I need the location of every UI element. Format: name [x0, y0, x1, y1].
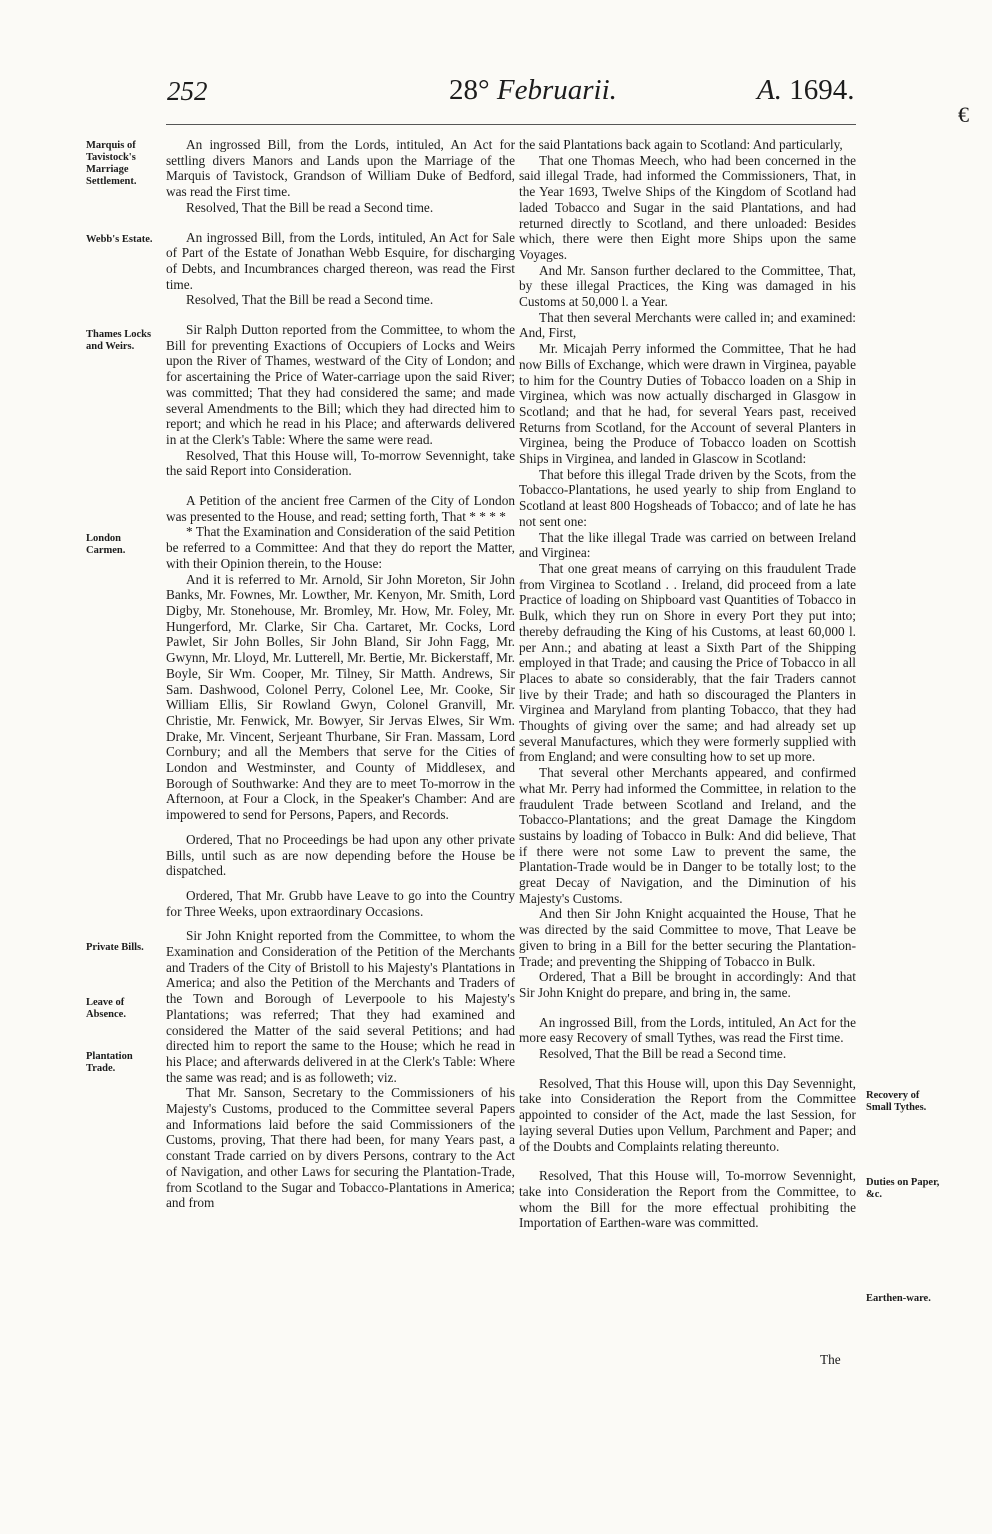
paragraph: That before this illegal Trade driven by the Scots, from the Tobacco-Plantations, he used yearly to ship from England to Scotland at least 800 Hogsheads of Tobacco; and of late he has not sent one: [519, 466, 856, 529]
paragraph: the said Plantations back again to Scotland: And particularly, [519, 137, 843, 152]
page-header [0, 72, 992, 127]
paragraph: That Mr. Sanson, Secretary to the Commissioners of his Majesty's Customs, produced to the Committee several Papers and Informations laid before the said Commissioners of the Customs, proving, That there had been, for many Years past, a constant Trade carried on by divers Persons, contrary to the Act of Navigation, and other Laws for securing the Plantation-Trade, from Scotland to the Sugar and Tobacco-Plantations in America; and from [166, 1085, 515, 1211]
year-value: 1694. [789, 74, 855, 106]
paragraph: And then Sir John Knight acquainted the House, That he was directed by the said Committee to move, That Leave be given to bring in a Bill for the better securing the Plantation-Trade; and preventing the Shipping of Tobacco in Bulk. [519, 906, 856, 969]
margin-note-earthenware: Earthen-ware. [866, 1293, 931, 1304]
paragraph: That one Thomas Meech, who had been concerned in the said illegal Trade, had informed the Commissioners, That, in the Year 1693, Twelve Ships of the Kingdom of Scotland had laded Tobacco and Sugar in the said Plantations, and had returned directly to Scotland, and there unloaded: Besides which, there were then Eight more Ships upon the same Voyages. [519, 152, 856, 262]
margin-note-thames: Thames Locks and Weirs. [86, 329, 152, 352]
paragraph: Ordered, That no Proceedings be had upon any other private Bills, until such as are now depending before the House be dispatched. [166, 831, 515, 879]
paragraph: Resolved, That the Bill be read a Second time. [186, 199, 434, 215]
paragraph: Resolved, That the Bill be read a Second time. [186, 292, 434, 308]
margin-note-tavistock: Marquis of Tavistock's Marriage Settlement. [86, 140, 137, 187]
paragraph: * That the Examination and Consideration of the said Petition be referred to a Committee: And that they do report the Matter, with their Opinion therein, to the House: [166, 524, 515, 571]
paragraph: Resolved, That this House will, To-morrow Sevennight, take into Consideration the Report from the Committee, to whom the Bill for the more effectual prohibiting the Importation of Earthen-ware was committed. [519, 1168, 856, 1231]
date-numeral: 28° [449, 74, 490, 106]
paragraph: That one great means of carrying on this fraudulent Trade from Virginea to Scotland . . Ireland, did proceed from a late Practice of loading on Shipboard vast Quantities of Tobacco in Bulk, which they run on Shore in every Port they put into; thereby defrauding the King of his Customs, at least 60,000 l. per Ann.; and abating at least a Sixth Part of the Shipping employed in that Trade; and causing the Price of Tobacco in all Places to abate so considerably, that the fair Traders cannot live by their Trade; and hath so discouraged the Planters in Virginea and Maryland from planting Tobacco, that they had Thoughts of giving over the same; and had already set up several Manufactures, which they were formerly supplied with from England; and were consulting how to set up more. [519, 560, 856, 765]
margin-note-private-bills: Private Bills. [86, 942, 144, 953]
paragraph: Resolved, That the Bill be read a Second time. [539, 1046, 787, 1062]
margin-note-carmen: London Carmen. [86, 533, 126, 556]
paragraph: That the like illegal Trade was carried on between Ireland and Virginea: [519, 529, 856, 561]
left-column [166, 137, 515, 1211]
margin-note-plantation: Plantation Trade. [86, 1051, 133, 1074]
paragraph: Resolved, That this House will, upon this Day Sevennight, take into Consideration the Report from the Committee appointed to consider of the Act, made the last Session, for laying several Duties upon Vellum, Parchment and Paper; and of the Doubts and Complaints relating thereunto. [519, 1075, 856, 1154]
paragraph: An ingrossed Bill, from the Lords, intituled, An Act for Sale of Part of the Estate of Jonathan Webb Esquire, for discharging of Debts, and Incumbrances charged thereon, was read the First time. [166, 229, 515, 292]
paragraph: That then several Merchants were called in; and examined: And, First, [519, 309, 856, 341]
paragraph: Ordered, That a Bill be brought in accordingly: And that Sir John Knight do prepare, and bring in, the same. [519, 969, 856, 1000]
paragraph: And it is referred to Mr. Arnold, Sir John Moreton, Sir John Banks, Mr. Fownes, Mr. Lowther, Mr. Kenyon, Mr. Smith, Lord Digby, Mr. Stonehouse, Mr. Bromley, Mr. How, Mr. Foley, Mr. Hungerford, Mr. Clarke, Sir Cha. Cartaret, Mr. Cocks, Lord Pawlet, Sir John Bolles, Sir John Bland, Sir John Fagg, Mr. Gwynn, Mr. Lloyd, Mr. Lutterell, Mr. Bertie, Mr. Bickerstaff, Mr. Boyle, Sir Wm. Cooper, Mr. Tilney, Sir Matth. Andrews, Sir Sam. Dashwood, Colonel Perry, Colonel Lee, Mr. Cooke, Sir William Ellis, Sir Rowland Gwyn, Colonel Granvill, Mr. Christie, Mr. Fenwick, Mr. Bowyer, Sir Jervas Elwes, Sir Wm. Drake, Mr. Vincent, Serjeant Thurbane, Sir Fran. Massam, Lord Cornbury; and all the Members that serve for the Cities of London and Westminster, and County of Middlesex, and Borough of Southwarke: And they are to meet To-morrow in the Afternoon, at Four a Clock, in the Speaker's Chamber: And are impowered to send for Persons, Papers, and Records. [166, 571, 515, 823]
paragraph: An ingrossed Bill, from the Lords, intituled, An Act for settling divers Manors and Lands upon the Marriage of the Marquis of Tavistock, Grandson of William Duke of Bedford, was read the First time. [166, 137, 515, 200]
paragraph: Resolved, That this House will, To-morrow Sevennight, take the said Report into Consideration. [166, 447, 515, 479]
corner-mark: € [958, 102, 969, 127]
paragraph: An ingrossed Bill, from the Lords, intituled, An Act for the more easy Recovery of small Tythes, was read the First time. [519, 1014, 856, 1046]
margin-note-paper: Duties on Paper, &c. [866, 1177, 940, 1200]
page-number: 252 [167, 76, 208, 106]
header-rule [166, 124, 856, 125]
margin-note-webb: Webb's Estate. [86, 234, 153, 245]
date-heading [449, 74, 617, 107]
year-heading [757, 74, 854, 107]
date-word: Februarii. [496, 74, 617, 106]
paragraph: That several other Merchants appeared, and confirmed what Mr. Perry had informed the Committee, in relation to the fraudulent Trade between Scotland and Ireland, and the Tobacco-Plantations; and the great Damage the Kingdom sustains by loading of Tobacco in Bulk: And did believe, That if there were not some Law to prevent the same, the Plantation-Trade would be in Danger to be totally lost; to the great Decay of Navigation, and the Diminution of his Majesty's Customs. [519, 765, 856, 906]
catchword: The [820, 1352, 841, 1367]
paragraph: Mr. Micajah Perry informed the Committee, That he had now Bills of Exchange, which were drawn in Virginea, payable to him for the Country Duties of Tobacco loaden on a Ship in Virginea, which was now actually discharged in Glasgow in Scotland; and that he had, for several Years past, received Returns from Scotland, for the Account of several Planters in Virginea, being the Produce of Tobacco loaden on Scottish Ships in Virginea, and landed in Glascow in Scotland: [519, 341, 856, 467]
right-column [519, 137, 856, 1231]
paragraph: Sir Ralph Dutton reported from the Committee, to whom the Bill for preventing Exactions of Occupiers of Locks and Weirs upon the River of Thames, westward of the City of London; and for ascertaining the Price of Water-carriage upon the said River; was committed; That they had considered the same; and made several Amendments to the Bill; which they had directed him to report; and which he read in his Place; and afterwards delivered in at the Clerk's Table: Where the same were read. [166, 322, 515, 447]
paragraph: Ordered, That Mr. Grubb have Leave to go into the Country for Three Weeks, upon extraordinary Occasions. [166, 887, 515, 919]
paragraph: And Mr. Sanson further declared to the Committee, That, by these illegal Practices, the King was damaged in his Customs at 50,000 l. a Year. [519, 262, 856, 310]
margin-note-tythes: Recovery of Small Tythes. [866, 1090, 927, 1113]
margin-note-leave: Leave of Absence. [86, 997, 126, 1020]
year-prefix: A. [757, 74, 782, 106]
paragraph: A Petition of the ancient free Carmen of the City of London was presented to the House, and read; setting forth, That * * * * [166, 493, 515, 524]
paragraph: Sir John Knight reported from the Committee, to whom the Examination and Consideration of the Petition of the Merchants and Traders of the City of Bristoll to his Majesty's Plantations in America; and also the Petition of the Merchants and Traders of the Town and Borough of Leverpoole to his Majesty's Plantations; was referred; That they had examined and considered the Matter of the said several Petitions; and had directed him to report the same to the House; which he read in his Place; and afterwards delivered in at the Clerk's Table: Where the same was read; and is as followeth; viz. [166, 928, 515, 1085]
